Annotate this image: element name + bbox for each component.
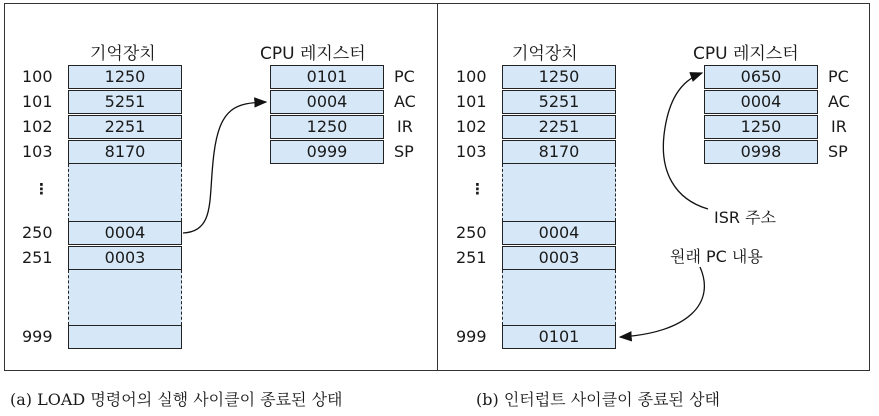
register-cell-ac: 0004 <box>270 90 384 114</box>
register-cell-pc: 0101 <box>270 65 384 89</box>
register-name-ir: IR <box>397 117 413 136</box>
address-100: 100 <box>22 67 53 86</box>
memory-cell: 1250 <box>502 65 616 89</box>
memory-cell: 0004 <box>502 221 616 245</box>
address-101: 101 <box>456 92 487 111</box>
ellipsis: ⋮ <box>470 180 485 198</box>
register-cell-ir: 1250 <box>704 115 818 139</box>
address-101: 101 <box>22 92 53 111</box>
address-102: 102 <box>22 117 53 136</box>
memory-cell: 2251 <box>502 115 616 139</box>
register-name-sp: SP <box>394 142 414 161</box>
arrow-layer <box>438 3 871 371</box>
register-cell-sp: 0998 <box>704 140 818 164</box>
ellipsis: ⋮ <box>34 180 49 198</box>
register-cell-pc: 0650 <box>704 65 818 89</box>
address-250: 250 <box>22 223 53 242</box>
memory-cell: 8170 <box>68 140 182 164</box>
memory-cell: 0003 <box>68 246 182 270</box>
memory-cell: 2251 <box>68 115 182 139</box>
memory-cell: 0101 <box>502 325 616 349</box>
memory-cell: 1250 <box>68 65 182 89</box>
memory-title: 기억장치 <box>90 44 156 64</box>
address-102: 102 <box>456 117 487 136</box>
panel-b <box>438 3 871 371</box>
register-name-pc: PC <box>394 67 415 86</box>
memory-title: 기억장치 <box>512 44 578 64</box>
register-name-ac: AC <box>394 92 416 111</box>
register-cell-ac: 0004 <box>704 90 818 114</box>
original-pc-label: 원래 PC 내용 <box>670 247 763 266</box>
register-name-ac: AC <box>828 92 850 111</box>
address-100: 100 <box>456 67 487 86</box>
register-cell-ir: 1250 <box>270 115 384 139</box>
load-arrow <box>183 102 266 233</box>
cpu-register-title: CPU 레지스터 <box>260 44 366 64</box>
address-999: 999 <box>456 327 487 346</box>
cpu-register-title: CPU 레지스터 <box>693 44 799 64</box>
memory-cell: 0003 <box>502 246 616 270</box>
memory-cell: 5251 <box>68 90 182 114</box>
register-name-pc: PC <box>828 67 849 86</box>
address-103: 103 <box>22 142 53 161</box>
caption-b: (b) 인터럽트 사이클이 종료된 상태 <box>476 390 720 409</box>
register-cell-sp: 0999 <box>270 140 384 164</box>
arrow-layer <box>4 3 437 371</box>
save-pc-arrow <box>620 267 704 337</box>
panel-a <box>4 3 437 371</box>
address-250: 250 <box>456 223 487 242</box>
memory-cell: 0004 <box>68 221 182 245</box>
isr-arrow <box>663 73 708 209</box>
isr-address-label: ISR 주소 <box>714 208 776 227</box>
address-251: 251 <box>456 248 487 267</box>
address-103: 103 <box>456 142 487 161</box>
register-name-ir: IR <box>831 117 847 136</box>
address-251: 251 <box>22 248 53 267</box>
caption-a: (a) LOAD 명령어의 실행 사이클이 종료된 상태 <box>10 390 343 409</box>
memory-cell: 5251 <box>502 90 616 114</box>
memory-cell: 8170 <box>502 140 616 164</box>
address-999: 999 <box>22 327 53 346</box>
register-name-sp: SP <box>828 142 848 161</box>
